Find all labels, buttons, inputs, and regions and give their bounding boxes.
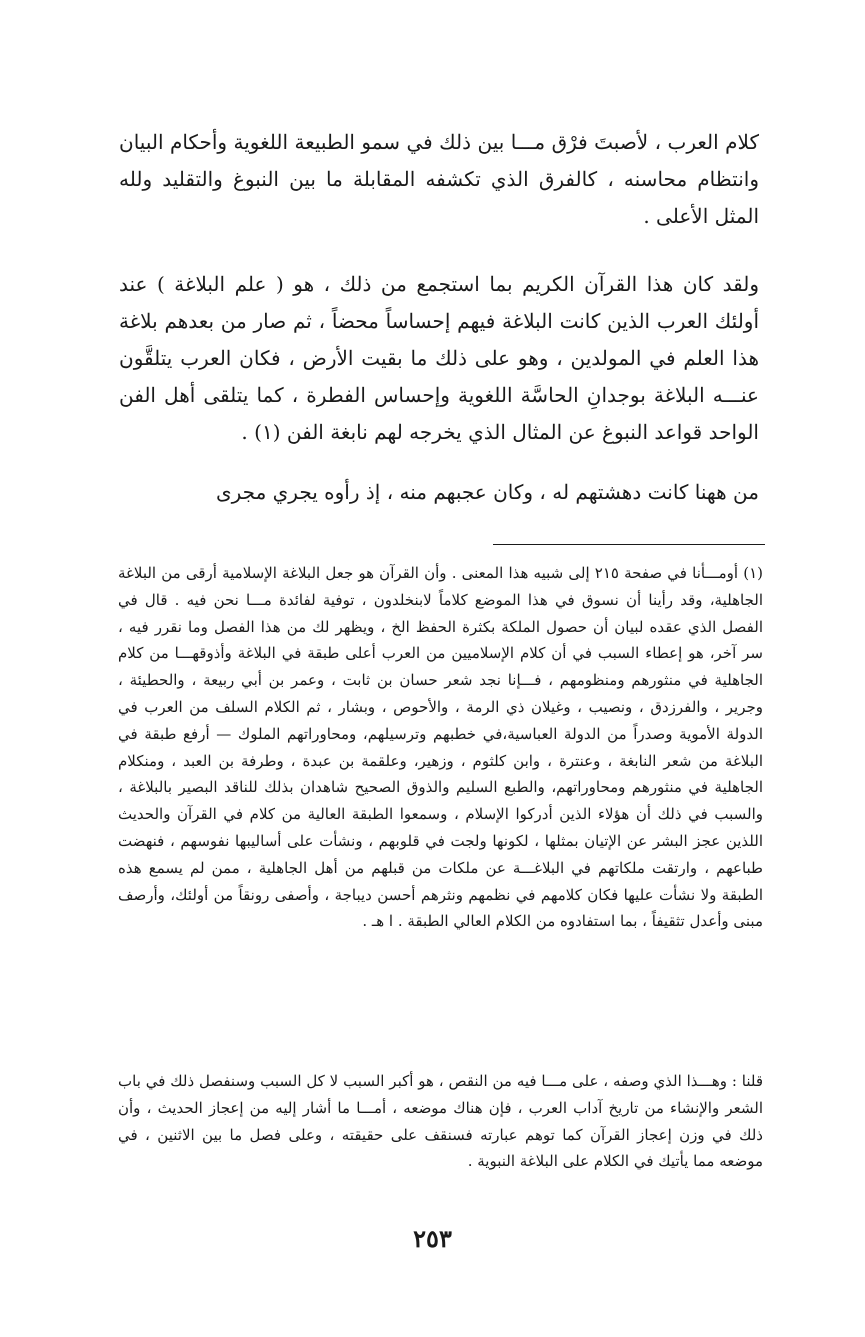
page-number: ٢٥٣ [413, 1224, 452, 1253]
footnote-divider [493, 544, 765, 545]
footnote-1: (١) أومـــأنا في صفحة ٢١٥ إلى شبيه هذا المعنى . وأن القرآن هو جعل البلاغة الإسلامية أرقى من البلاغة الجاهلية، وقد رأينا أن نسوق في هذا الموضع كلاماً لابنخلدون ، توفية لفائدة مـــا نحن فيه . قال في الفصل الذي عقده لبيان أن حصول الملكة بكثرة الحفظ الخ ، ويظهر لك من هذا الفصل وما نقرر فيه ، سر آخر، هو إعطاء السبب في أن كلام الإسلاميين من العرب أعلى طبقة في البلاغة وأذوقهـــا من كلام الجاهلية في منثورهم ومنظومهم ، فـــإنا نجد شعر حسان بن ثابت ، وعمر بن أبي ربيعة ، والحطيئة ، وجرير ، والفرزدق ، ونصيب ، وغيلان ذي الرمة ، والأحوص ، وبشار ، ثم الكلام السلف من العرب في الدولة الأموية وصدراً من الدولة العباسية،في خطبهم وترسيلهم، ومحاوراتهم الملوك — أرفع طبقة في البلاغة من شعر النابغة ، وعنترة ، وابن كلثوم ، وزهير، وعلقمة بن عبدة ، وطرفة بن العبد ، ومنكلام الجاهلية في منثورهم ومحاوراتهم، والطبع السليم والذوق الصحيح شاهدان بذلك للناقد البصير بالبلاغة ، والسبب في ذلك أن هؤلاء الذين أدركوا الإسلام ، وسمعوا الطبقة العالية من كلام في القرآن والحديث اللذين عجز البشر عن الإتيان بمثلها ، لكونها ولجت في قلوبهم ، ونشأت على أساليبها نفوسهم ، فنهضت طباعهم ، وارتقت ملكاتهم في البلاغـــة عن ملكات من قبلهم من أهل الجاهلية ، ممن لم يسمع هذه الطبقة ولا نشأت عليها فكان كلامهم في نظمهم ونثرهم أحسن ديباجة ، وأصفى رونقاً من أولئك، وأرصف مبنى وأعدل تثقيفاً ، بما استفادوه من الكلام العالي الطبقة . ا هـ . [118, 564, 764, 931]
body-paragraph-1: كلام العرب ، لأصبتَ فرْق مـــا بين ذلك في سمو الطبيعة اللغوية وأحكام البيان وانتظام محاسنه ، كالفرق الذي تكشفه المقابلة ما بين النبوغ والتقليد ولله المثل الأعلى . [119, 130, 759, 228]
footnote-comment: قلنا : وهـــذا الذي وصفه ، على مـــا فيه من النقص ، هو أكبر السبب لا كل السبب وسنفصل ذلك في باب الشعر والإنشاء من تاريخ آداب العرب ، فإن هناك موضعه ، أمـــا ما أشار إليه من إعجاز الحديث ، وأن ذلك في وزن إعجاز القرآن كما توهم عبارته فسنقف على حقيقته ، وعلى فصل ما بين الاثنين ، في موضعه مما يأتيك في الكلام على البلاغة النبوية . [118, 1072, 763, 1171]
body-paragraph-2: ولقد كان هذا القرآن الكريم بما استجمع من ذلك ، هو ( علم البلاغة ) عند أولئك العرب الذين كانت البلاغة فيهم إحساساً محضاً ، ثم صار من بعدهم بلاغة هذا العلم في المولدين ، وهو على ذلك ما بقيت الأرض ، فكان العرب يتلقَّون عنـــه البلاغة بوجدانِ الحاسَّة اللغوية وإحساس الفطرة ، كما يتلقى أهل الفن الواحد قواعد النبوغ عن المثال الذي يخرجه لهم نابغة الفن (١) . [119, 272, 759, 444]
body-paragraph-3: من ههنا كانت دهشتهم له ، وكان عجبهم منه ، إذ رأوه يجري مجرى [215, 480, 759, 504]
